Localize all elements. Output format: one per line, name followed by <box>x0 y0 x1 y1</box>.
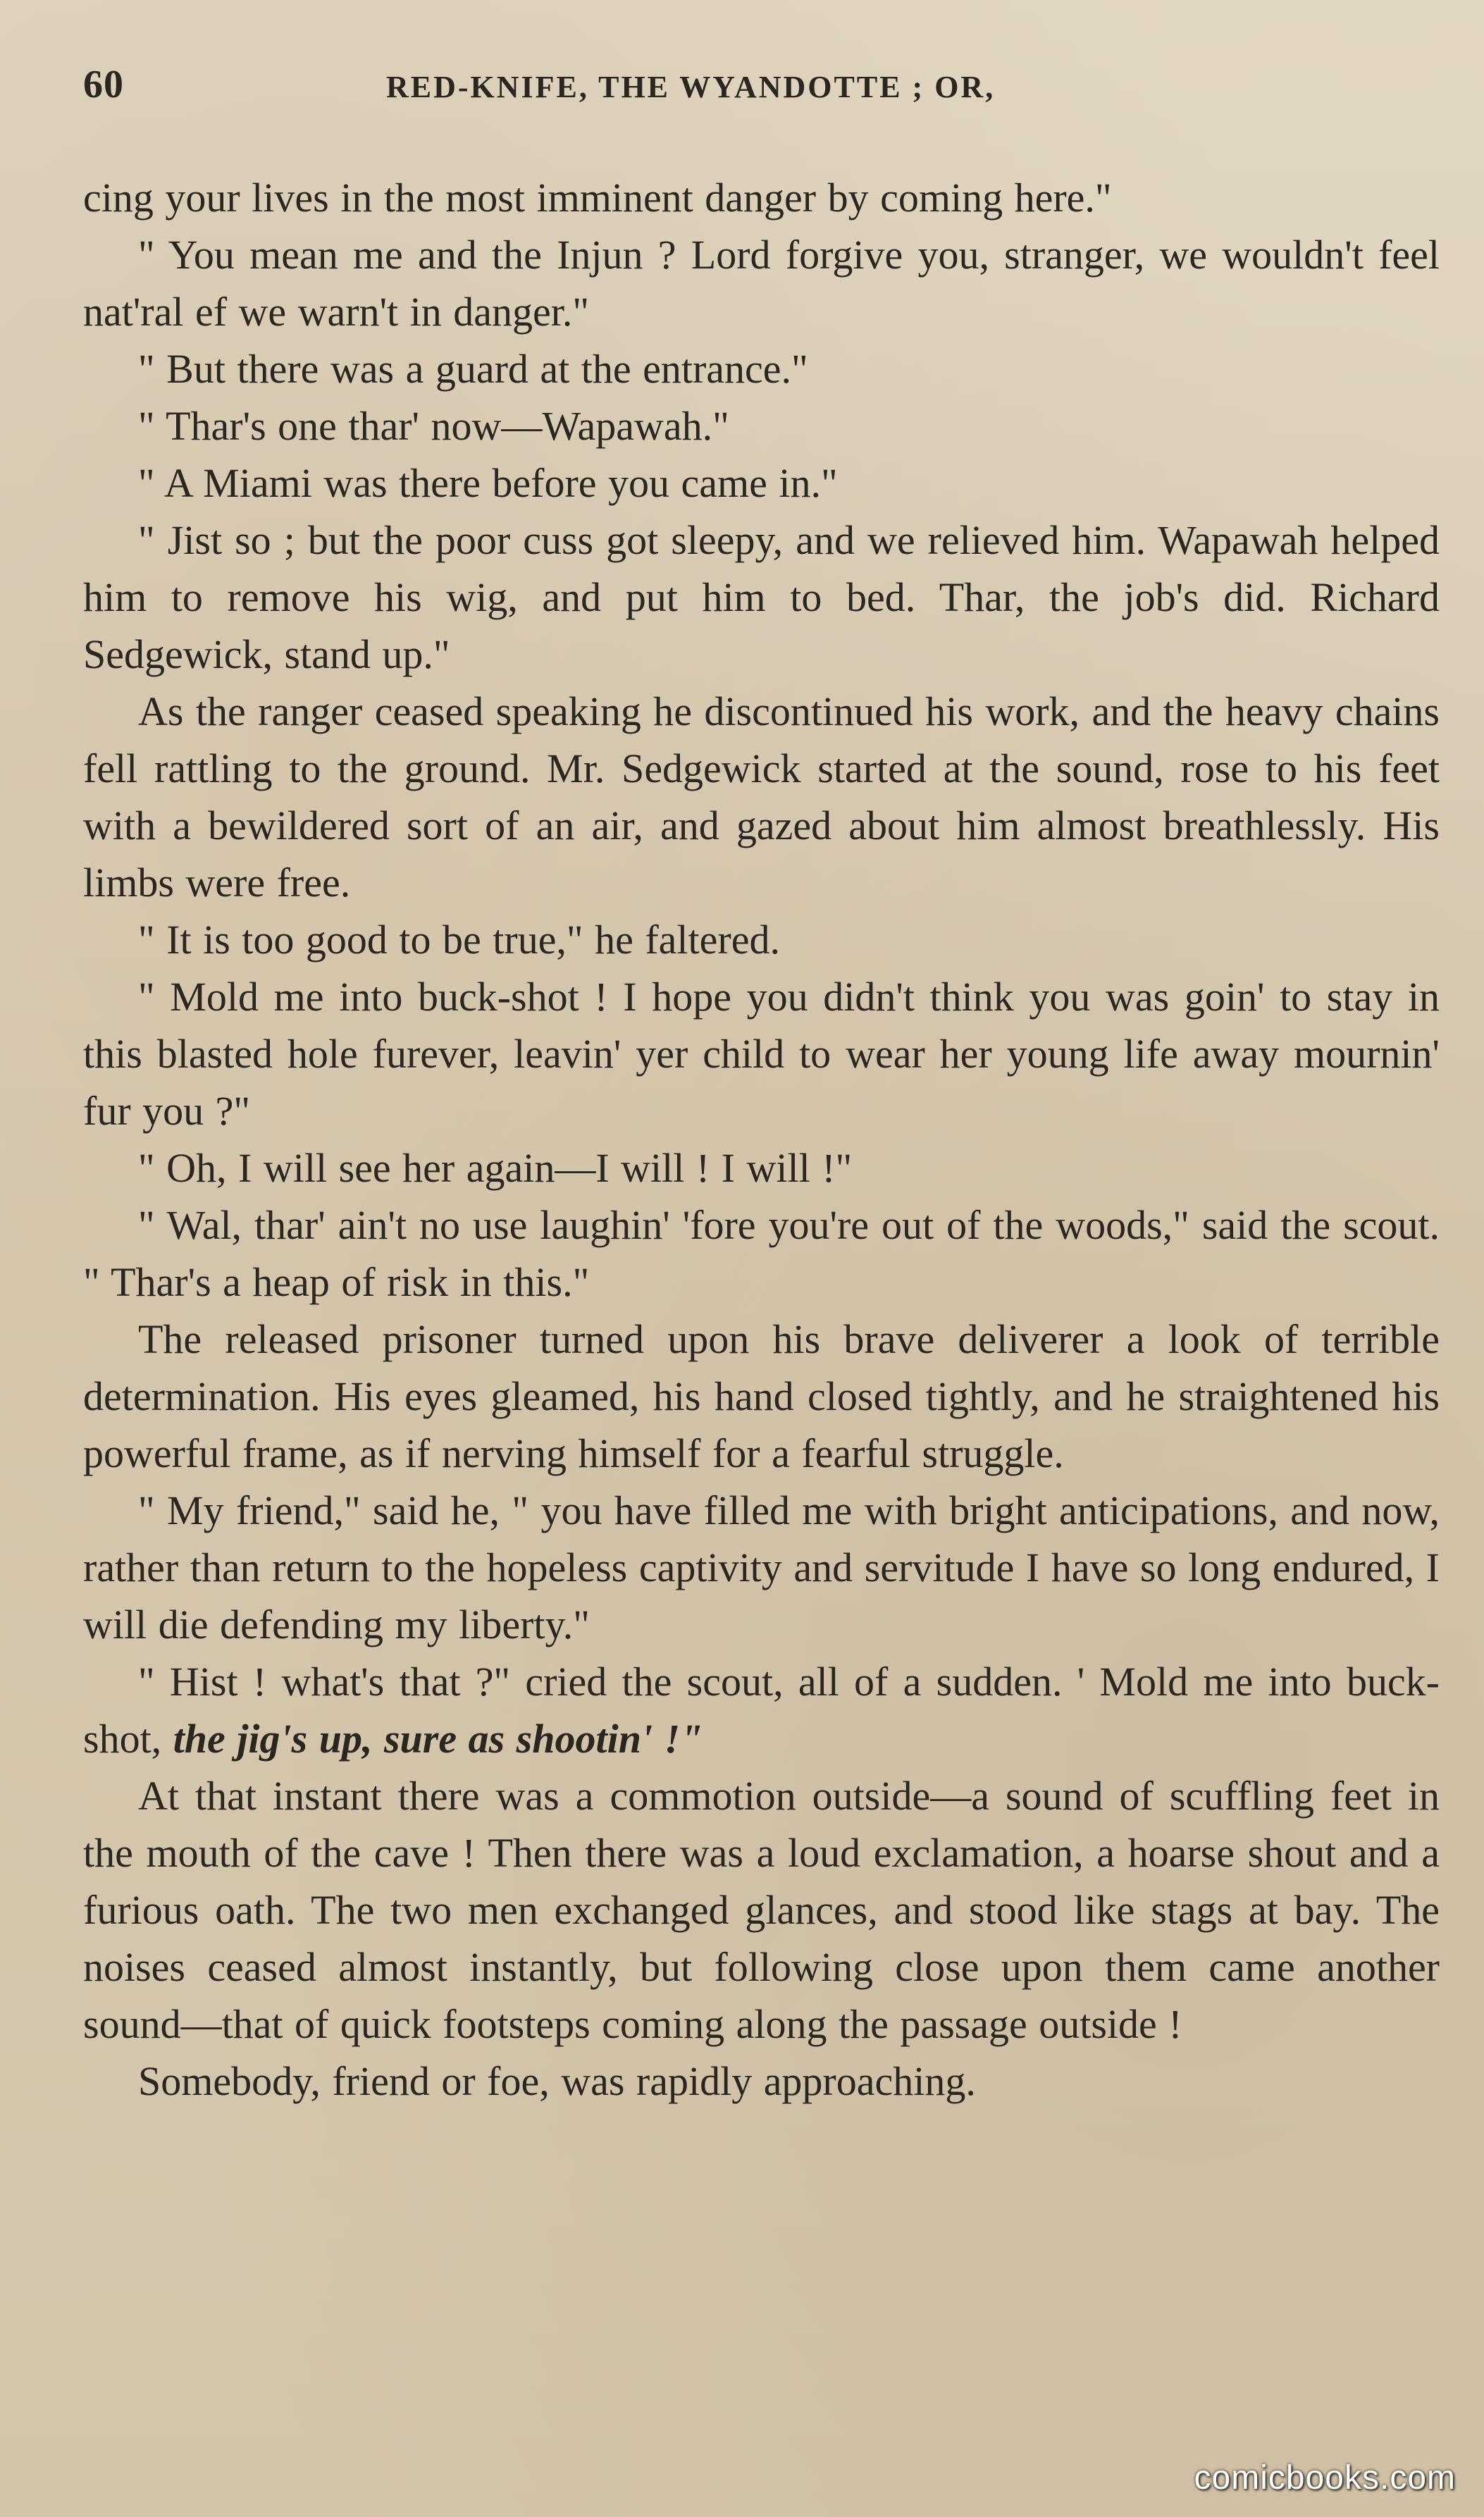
paragraph: As the ranger ceased speaking he discontinued his work, and the heavy chains fell rattling to the ground. Mr. Sedgewick started at the sound, rose to his feet with a bewildered sort of an air, and gazed about him almost breathlessly. His limbs were free. <box>83 688 1440 905</box>
paragraph: " Oh, I will see her again—I will ! I will !" <box>138 1145 853 1191</box>
paragraph: " You mean me and the Injun ? Lord forgive you, stranger, we wouldn't feel nat'ral ef we warn't in danger." <box>83 232 1440 335</box>
paragraph: " Mold me into buck-shot ! I hope you didn't think you was goin' to stay in this blasted hole furever, leavin' yer child to wear her young life away mournin' fur you ?" <box>83 974 1440 1134</box>
paragraph: At that instant there was a commotion outside—a sound of scuffling feet in the mouth of the cave ! Then there was a loud exclamation, a hoarse shout and a furious oath. The two men exchanged glances, and stood like stags at bay. The noises ceased almost instantly, but following close upon them came another sound—that of quick footsteps coming along the passage outside ! <box>83 1773 1440 2047</box>
watermark: comicbooks.com <box>1194 2459 1456 2497</box>
paragraph-hist <box>83 1653 1440 1767</box>
paragraph: cing your lives in the most imminent danger by coming here." <box>83 175 1112 221</box>
paragraph: " But there was a guard at the entrance." <box>138 346 808 392</box>
paragraph: " Jist so ; but the poor cuss got sleepy, and we relieved him. Wapawah helped him to remove his wig, and put him to bed. Thar, the job's did. Richard Sedgewick, stand up." <box>83 517 1440 677</box>
body-text <box>83 169 1440 2110</box>
page-header <box>83 62 1436 118</box>
paragraph: The released prisoner turned upon his brave deliverer a look of terrible determination. His eyes gleamed, his hand closed tightly, and he straightened his powerful frame, as if nerving himself for a fearful struggle. <box>83 1316 1440 1476</box>
paragraph: " A Miami was there before you came in." <box>138 460 838 506</box>
paragraph: " Thar's one thar' now—Wapawah." <box>138 403 729 449</box>
paragraph: Somebody, friend or foe, was rapidly approaching. <box>138 2058 976 2104</box>
running-title: RED-KNIFE, THE WYANDOTTE ; OR, <box>386 70 996 104</box>
paragraph: " My friend," said he, " you have filled me with bright anticipations, and now, rather than return to the hopeless captivity and servitude I have so long endured, I will die defending my liberty." <box>83 1488 1440 1647</box>
page-number: 60 <box>83 63 124 106</box>
hist-italic: the jig's up, sure as shootin' !" <box>173 1716 703 1762</box>
paragraph: " Wal, thar' ain't no use laughin' 'fore you're out of the woods," said the scout. " Thar's a heap of risk in this." <box>83 1202 1440 1305</box>
hist-text: " Hist ! what's that ?" cried the scout, all of a sudden. ' Mold me into buck-shot, <box>83 1659 1440 1762</box>
paragraph: " It is too good to be true," he faltered. <box>138 917 780 963</box>
